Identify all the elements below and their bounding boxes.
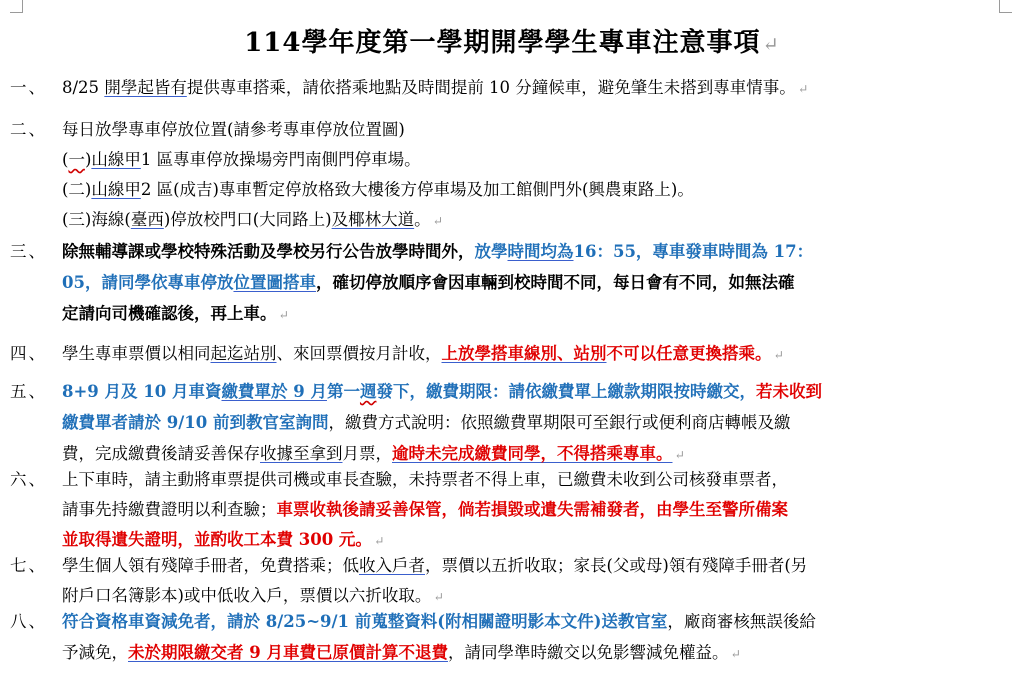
text-run: 費，完成繳費後請妥善保存 — [62, 444, 260, 463]
text-run: 提供專車搭乘，請依搭乘地點及時間提前 10 分鐘候車，避免肇生未搭到專車情事。 — [186, 78, 796, 97]
text-run: 及椰林大道 — [331, 210, 415, 229]
text-run: ，票價以五折收取；家長(父或母)領有殘障手冊者(另 — [425, 556, 808, 575]
text-run: 並取得遺失證明，並酌收工本費 300 元。 — [62, 530, 372, 549]
paragraph-mark-icon: ↵ — [674, 448, 685, 462]
text-run: 2 區(成吉)專車暫定停放格致大樓後方停車場及加工館側門外(興農東路上)。 — [140, 180, 694, 199]
item-line — [62, 300, 289, 324]
text-run: 05，請同學依專車停放 — [62, 273, 234, 292]
text-run: 山線甲 — [91, 150, 141, 169]
text-run: 8/25 — [62, 78, 105, 97]
text-run: 若未收到 — [755, 382, 822, 401]
text-run: 予減免， — [62, 643, 128, 662]
text-run: )停放校門口(大同路上) — [163, 210, 332, 229]
text-run: 起迄站別 — [210, 344, 277, 363]
item-line — [62, 206, 443, 230]
text-run: 第一 — [326, 382, 360, 401]
item-line — [62, 526, 384, 550]
text-run: 學生個人領有殘障手冊者，免費搭乘；低 — [62, 556, 359, 575]
item-number: 七、 — [10, 556, 47, 575]
paragraph-mark-icon: ↵ — [433, 590, 444, 604]
item-line — [62, 608, 816, 632]
item-line — [62, 440, 685, 464]
item-line — [62, 552, 807, 576]
text-run: ) — [84, 150, 92, 169]
text-run: 16：55，專車發車時間為 17： — [573, 242, 814, 261]
item-number: 四、 — [10, 344, 47, 363]
text-run: 符合資格車資減免者，請於 8/25~9/1 前蒐整資料(附相關證明影本文件)送教官室 — [62, 612, 668, 631]
text-run: ，廠商審核無誤後給 — [667, 612, 816, 631]
text-run: 位置圖搭車 — [233, 273, 316, 292]
text-run: 不可以任意更換搭乘。 — [606, 344, 772, 363]
paragraph-mark-icon: ↵ — [730, 647, 741, 661]
text-run: 除無輔導課或學校特殊活動及學校另行公告放學時間外， — [62, 242, 475, 261]
text-run: 8+9 月及 10 月車資 — [62, 382, 222, 401]
text-run: 車票收執後請妥善保管，倘若損毀或遺失需補發者，由學生至警所備案 — [276, 500, 788, 519]
text-run: 每日放學專車停放位置(請參考專車停放位置圖) — [62, 120, 405, 139]
item-number: 三、 — [10, 242, 47, 261]
text-run: 發下，繳費期限：請依繳費單上繳款期限按時繳交， — [376, 382, 756, 401]
item-line — [62, 116, 405, 140]
text-run: 1 區專車停放操場旁門南側門停車場。 — [140, 150, 421, 169]
item-line — [62, 146, 421, 170]
text-run: 繳費單於 9 月 — [221, 382, 327, 401]
text-run: 上下車時，請主動將車票提供司機或車長查驗，未持票者不得上車，已繳費未收到公司核發車票者， — [62, 470, 788, 489]
item-number: 一、 — [10, 78, 47, 97]
item-line — [62, 176, 694, 200]
text-run: (三)海線( — [62, 210, 131, 229]
item-line — [62, 466, 788, 490]
text-run: 學生專車票價以相同 — [62, 344, 211, 363]
text-run: ，繳費方式說明：依照繳費單期限可至銀行或便利商店轉帳及繳 — [328, 413, 791, 432]
paragraph-mark-icon: ↵ — [432, 214, 443, 228]
text-run: 、來回票價按月計收， — [276, 344, 442, 363]
item-line — [62, 74, 808, 98]
text-run: 收據至拿到 — [260, 444, 343, 463]
text-run: 。 — [414, 210, 431, 229]
text-run: 繳費單者請於 9/10 前到教官室詢問 — [62, 413, 329, 432]
paragraph-mark-icon: ↵ — [278, 308, 289, 322]
crop-mark-top-right — [999, 0, 1012, 13]
item-line — [62, 238, 813, 262]
text-run: ，請同學準時繳交以免影響減免權益。 — [447, 643, 729, 662]
item-line — [62, 269, 794, 293]
document-title: 114學年度第一學期開學學生專車注意事項 ↵ — [244, 28, 780, 58]
text-run: (二) — [62, 180, 92, 199]
text-run: 時間均為 — [507, 242, 574, 261]
text-run: 週 — [359, 382, 377, 401]
text-run: 附戶口名簿影本)或中低收入戶，票價以六折收取。 — [62, 586, 432, 605]
text-run: 請事先持繳費證明以利查驗； — [62, 500, 277, 519]
text-run: 未於期限繳交者 9 月車費已原價計算不退費 — [128, 643, 448, 662]
paragraph-mark-icon: ↵ — [773, 348, 784, 362]
paragraph-mark-icon: ↵ — [762, 33, 780, 56]
item-line — [62, 378, 822, 402]
item-line — [62, 639, 741, 663]
text-run: 開學起皆有 — [104, 78, 187, 97]
text-run: 放學 — [474, 242, 508, 261]
text-run: 月票， — [342, 444, 392, 463]
text-run: 臺西 — [130, 210, 164, 229]
item-line — [62, 409, 790, 433]
item-number: 八、 — [10, 612, 47, 631]
text-run: 一 — [68, 150, 85, 169]
paragraph-mark-icon: ↵ — [797, 82, 809, 96]
item-line — [62, 340, 784, 364]
item-number: 六、 — [10, 470, 47, 489]
item-number: 五、 — [10, 382, 47, 401]
item-number: 二、 — [10, 120, 47, 139]
text-run: 上放學搭車線別、站別 — [441, 344, 607, 363]
text-run: ，確切停放順序會因車輛到校時間不同，每日會有不同，如無法確 — [315, 273, 795, 292]
text-run: ( — [62, 150, 69, 169]
text-run: 定請向司機確認後，再上車。 — [62, 304, 277, 323]
item-line — [62, 582, 444, 606]
item-line — [62, 496, 788, 520]
text-run: 收入戶者 — [359, 556, 425, 575]
paragraph-mark-icon: ↵ — [373, 534, 385, 548]
crop-mark-top-left — [10, 0, 23, 13]
text-run: 山線甲 — [91, 180, 141, 199]
text-run: 逾時未完成繳費同學，不得搭乘專車。 — [392, 444, 673, 463]
